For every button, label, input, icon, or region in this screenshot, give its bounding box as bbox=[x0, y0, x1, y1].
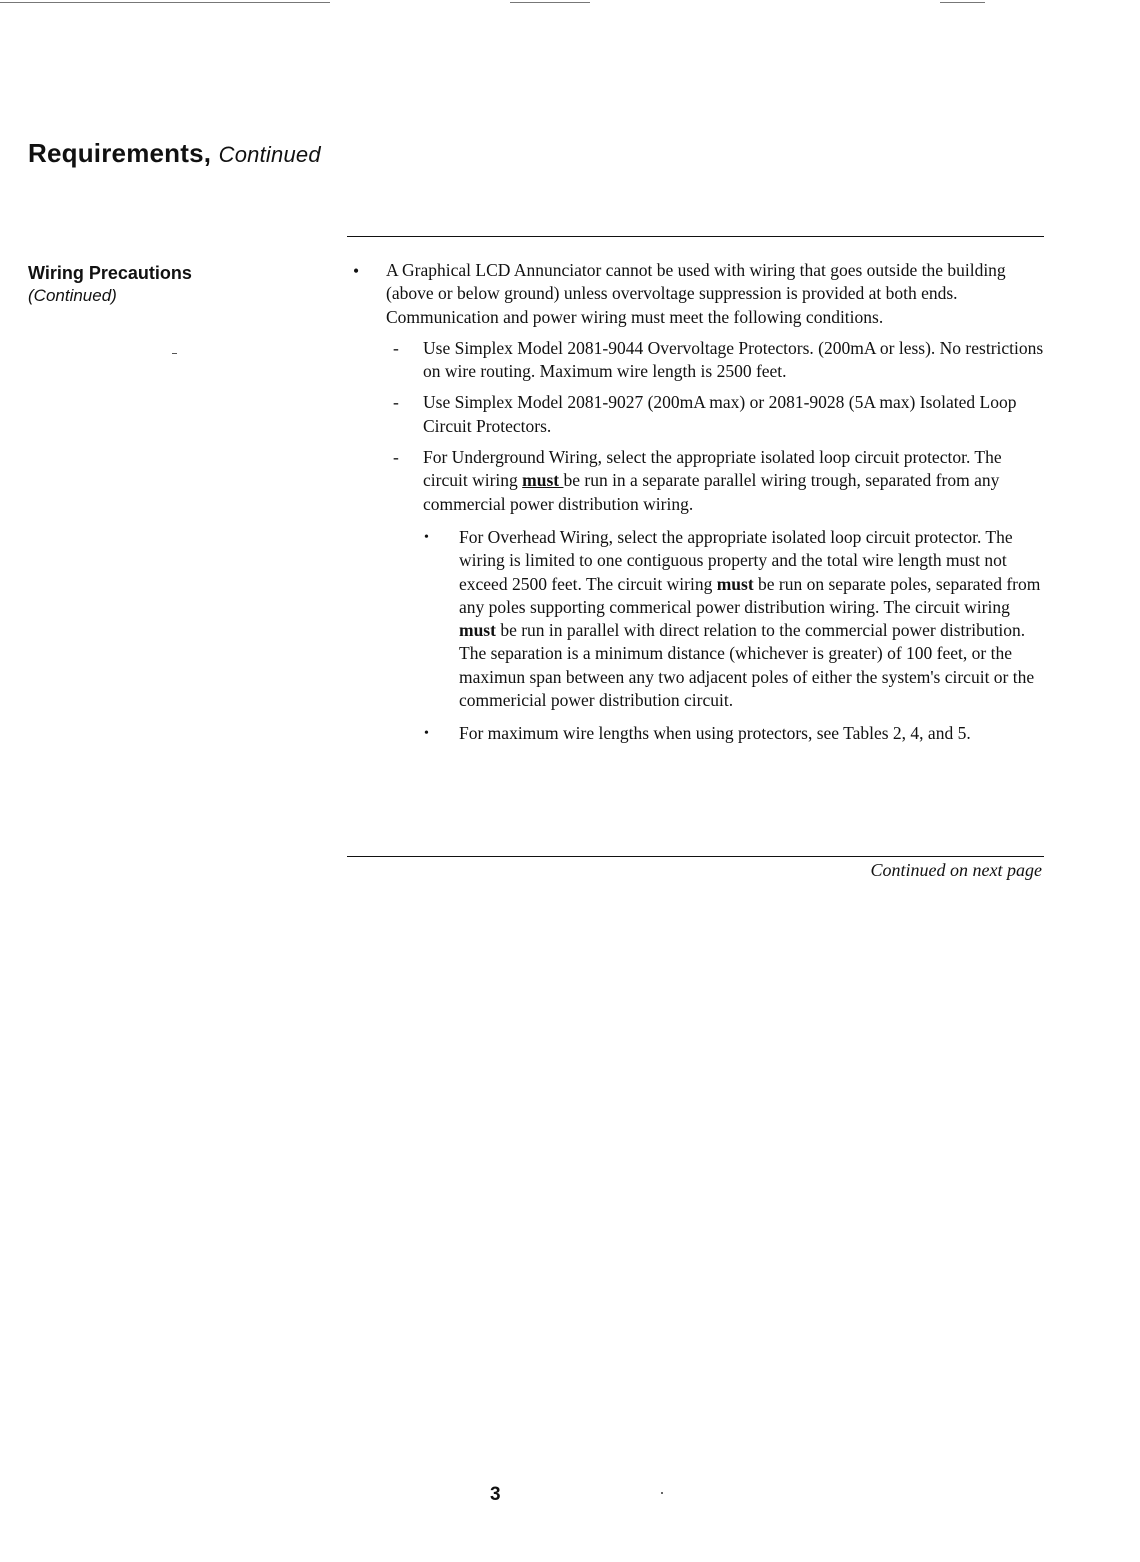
bullet-icon: • bbox=[353, 261, 360, 281]
main-bullet-text: A Graphical LCD Annunciator cannot be used with wiring that goes outside the building (above or below ground) unless overvoltage suppression is provided at both ends. Communication and power wiring must meet the following conditions. bbox=[386, 260, 1006, 327]
dash-item-underground bbox=[347, 446, 1047, 516]
wiring-precautions-content bbox=[347, 259, 1047, 746]
max-lengths-text: For maximum wire lengths when using protectors, see Tables 2, 4, and 5. bbox=[459, 723, 971, 744]
sub-bullet-icon: • bbox=[424, 529, 429, 545]
dash-icon: - bbox=[393, 447, 399, 468]
dash-item-text: Use Simplex Model 2081-9044 Overvoltage Protectors. (200mA or less). No restrictions on wire routing. Maximum wire length is 2500 feet. bbox=[423, 337, 1044, 382]
dash-icon: - bbox=[393, 337, 399, 358]
dash-item bbox=[347, 337, 1047, 384]
section-label bbox=[28, 262, 192, 307]
page-title-main: Requirements, bbox=[28, 138, 212, 168]
page-title bbox=[28, 138, 321, 169]
scan-artifact-line bbox=[940, 2, 985, 3]
section-label-name: Wiring Precautions bbox=[28, 263, 192, 283]
underground-text-after: be run in a separate parallel wiring trough, separated from any commercial power distribution wiring. bbox=[423, 470, 1000, 514]
overhead-emphasis-1: must bbox=[716, 573, 754, 594]
overhead-emphasis-2: must bbox=[459, 620, 496, 641]
scan-artifact-mark bbox=[172, 353, 177, 354]
dash-icon: - bbox=[393, 392, 399, 413]
scan-artifact-dot bbox=[661, 1492, 663, 1494]
sub-bullet-max-lengths bbox=[347, 722, 1047, 745]
scan-artifact-line bbox=[0, 2, 330, 3]
bottom-rule bbox=[347, 856, 1044, 857]
dash-item-text: Use Simplex Model 2081-9027 (200mA max) or 2081-9028 (5A max) Isolated Loop Circuit Protectors. bbox=[423, 392, 1017, 436]
main-bullet-item bbox=[347, 259, 1047, 329]
page-title-continued: Continued bbox=[218, 142, 321, 167]
overhead-text-1: For Overhead Wiring, select the appropriate isolated loop circuit protector. The wiring is limited to one contiguous property and the total wire length must not exceed 2500 feet. The circuit wiring bbox=[459, 526, 1013, 594]
sub-bullet-icon: • bbox=[424, 726, 429, 742]
scan-artifact-line bbox=[510, 2, 590, 3]
underground-emphasis: must bbox=[522, 470, 564, 491]
top-rule bbox=[347, 236, 1044, 237]
overhead-text-3: be run in parallel with direct relation to the commercial power distribution. The separation is a minimum distance (whichever is greater) of 100 feet, or the maximun span between any two adjacent poles of either the system's circuit or the commericial power distribution circuit. bbox=[459, 620, 1035, 711]
underground-text-before: For Underground Wiring, select the appropriate isolated loop circuit protector. The circuit wiring bbox=[423, 447, 1002, 491]
page-number: 3 bbox=[490, 1484, 501, 1505]
continued-on-next-page: Continued on next page bbox=[870, 860, 1042, 880]
dash-item bbox=[347, 391, 1047, 438]
overhead-text-2: be run on separate poles, separated from any poles supporting commerical power distribution wiring. The circuit wiring bbox=[459, 573, 1041, 617]
section-label-sub: (Continued) bbox=[28, 286, 117, 305]
sub-bullet-overhead bbox=[347, 526, 1047, 712]
